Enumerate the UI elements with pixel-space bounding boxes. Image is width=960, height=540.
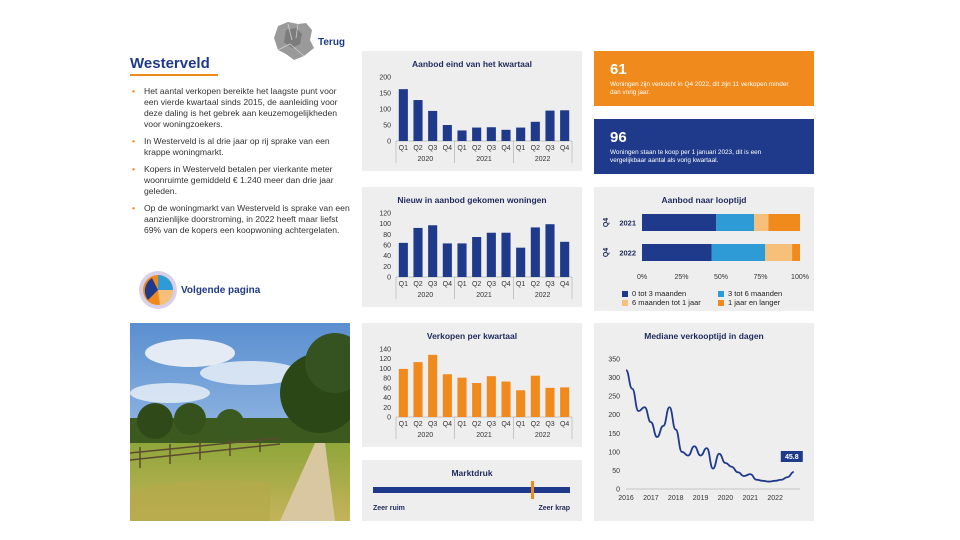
bar xyxy=(443,125,452,141)
group-label: 2022 xyxy=(534,156,551,163)
bar xyxy=(487,127,496,141)
bar xyxy=(472,237,481,277)
kpi-text: Woningen staan te koop per 1 januari 2023, dit is een vergelijkbaar aantal als vorig kwartaal. xyxy=(610,149,762,164)
x-tick-label: Q3 xyxy=(486,145,497,152)
marktdruk-marker xyxy=(531,481,534,499)
title-underline xyxy=(130,74,218,76)
x-tick-label: 2018 xyxy=(667,495,684,502)
bar xyxy=(428,225,437,277)
bar xyxy=(501,130,510,141)
y-tick-label: 100 xyxy=(608,449,620,457)
y-tick-label: 300 xyxy=(608,375,620,383)
bar xyxy=(457,130,466,141)
category-label: 2021 xyxy=(619,218,636,228)
chart-verkooptijd xyxy=(594,323,814,521)
bar xyxy=(443,374,452,417)
group-label: 2021 xyxy=(476,156,492,163)
stack-segment xyxy=(642,244,712,261)
bullet-item: • In Westerveld is al drie jaar op rij sprake van een krappe woningmarkt. xyxy=(132,136,330,157)
x-tick-label: Q1 xyxy=(515,281,526,288)
bar xyxy=(399,243,408,277)
x-tick-label: Q3 xyxy=(486,281,497,288)
x-tick-label: Q1 xyxy=(398,421,409,428)
end-value-label: 45.8 xyxy=(784,453,799,461)
x-tick-label: 50% xyxy=(713,274,729,281)
chart-title: Aanbod eind van het kwartaal xyxy=(412,59,532,69)
legend-item: 1 jaar en langer xyxy=(718,298,780,307)
stack-segment xyxy=(768,214,800,231)
kpi-card-for-sale xyxy=(594,119,814,174)
x-tick-label: Q1 xyxy=(515,421,526,428)
x-tick-label: 2021 xyxy=(742,495,759,502)
x-tick-label: Q4 xyxy=(501,145,511,152)
chart-title: Verkopen per kwartaal xyxy=(426,331,518,341)
marktdruk-left-label: Zeer ruim xyxy=(373,505,405,512)
legend-item: 6 maanden tot 1 jaar xyxy=(622,298,701,307)
y-tick-label: 100 xyxy=(379,221,391,229)
series-line xyxy=(626,370,794,481)
x-tick-label: Q3 xyxy=(545,281,555,288)
y-tick-label: 60 xyxy=(383,242,391,250)
category-label: 2022 xyxy=(619,248,636,258)
bar xyxy=(516,128,525,141)
y-tick-label: 20 xyxy=(383,404,391,412)
x-tick-label: 2016 xyxy=(618,495,634,502)
chart-nieuw xyxy=(362,187,582,307)
x-tick-label: 2022 xyxy=(767,495,783,502)
panel-nieuw xyxy=(362,187,582,307)
x-tick-label: Q4 xyxy=(442,281,453,288)
bar xyxy=(501,233,510,277)
chart-title: Aanbod naar looptijd xyxy=(661,195,747,205)
stack-segment xyxy=(765,244,792,261)
stack-segment xyxy=(642,214,716,231)
bar xyxy=(428,111,437,141)
y-tick-label: 20 xyxy=(383,263,391,271)
y-tick-label: 0 xyxy=(387,138,391,146)
y-tick-label: 120 xyxy=(379,356,391,364)
y-tick-label: 140 xyxy=(379,346,391,354)
y-tick-label: 100 xyxy=(379,106,391,114)
y-tick-label: 150 xyxy=(608,430,620,438)
bar xyxy=(472,383,481,417)
panel-aanbod-looptijd xyxy=(594,187,814,311)
bar xyxy=(413,100,422,141)
category-prefix: Q4 xyxy=(603,217,610,228)
bar xyxy=(487,233,496,277)
y-tick-label: 150 xyxy=(379,90,391,98)
chart-verkopen xyxy=(362,323,582,447)
chart-aanbod xyxy=(362,51,582,171)
x-tick-label: Q3 xyxy=(545,421,555,428)
bar xyxy=(428,355,437,417)
x-tick-label: Q1 xyxy=(457,145,467,152)
x-tick-label: Q2 xyxy=(413,281,423,288)
x-tick-label: Q2 xyxy=(413,145,423,152)
x-tick-label: Q3 xyxy=(427,281,438,288)
group-label: 2021 xyxy=(476,432,492,439)
x-tick-label: Q2 xyxy=(471,281,482,288)
bar xyxy=(487,376,496,417)
y-tick-label: 350 xyxy=(608,356,620,364)
legend-item: 0 tot 3 maanden xyxy=(622,289,686,298)
bar xyxy=(560,387,569,417)
marktdruk-bar xyxy=(373,487,570,493)
stack-segment xyxy=(792,244,800,261)
x-tick-label: Q3 xyxy=(486,421,497,428)
bar xyxy=(545,224,554,277)
y-tick-label: 0 xyxy=(616,486,620,494)
panel-marktdruk xyxy=(362,460,582,521)
bullet-item: • Kopers in Westerveld betalen per vierkante meter woonruimte gemiddeld € 1.240 meer dan drie jaar geleden. xyxy=(132,164,334,196)
bar xyxy=(531,376,540,417)
chart-title: Nieuw in aanbod gekomen woningen xyxy=(397,195,547,205)
bullet-item: • Op de woningmarkt van Westerveld is sprake van een aanzienlijke doorstroming, in 2022 heeft maar liefst 69% van de kopers een koopwoning achtergelaten. xyxy=(132,203,350,235)
bar xyxy=(501,382,510,417)
bar xyxy=(545,111,554,141)
kpi-value: 96 xyxy=(610,129,627,146)
next-page-button[interactable] xyxy=(138,270,278,310)
bar xyxy=(457,243,466,277)
bar xyxy=(531,227,540,277)
x-tick-label: Q1 xyxy=(515,145,526,152)
x-tick-label: Q1 xyxy=(398,281,409,288)
x-tick-label: Q1 xyxy=(457,281,467,288)
y-tick-label: 0 xyxy=(387,274,391,282)
x-tick-label: Q3 xyxy=(427,145,438,152)
panel-aanbod xyxy=(362,51,582,171)
legend-item: 3 tot 6 maanden xyxy=(718,289,782,298)
x-tick-label: Q4 xyxy=(501,281,511,288)
x-tick-label: Q4 xyxy=(501,421,511,428)
bar xyxy=(472,128,481,141)
bullet-list xyxy=(130,86,352,242)
next-page-label: Volgende pagina xyxy=(181,285,261,296)
x-tick-label: Q1 xyxy=(457,421,467,428)
x-tick-label: Q2 xyxy=(530,281,541,288)
y-tick-label: 200 xyxy=(379,74,391,82)
x-tick-label: Q4 xyxy=(442,145,453,152)
bullet-item: • Het aantal verkopen bereikte het laagste punt voor een vierde kwartaal sinds 2015, de aanleiding voor deze daling is het gebrek aan keuzemogelijkheden voor woningzoekers. xyxy=(132,86,338,129)
group-label: 2022 xyxy=(534,432,551,439)
chart-aanbod-looptijd xyxy=(594,187,814,282)
x-tick-label: Q4 xyxy=(442,421,453,428)
x-tick-label: Q2 xyxy=(530,145,541,152)
y-tick-label: 120 xyxy=(379,210,391,218)
group-label: 2020 xyxy=(417,432,434,439)
page-title: Westerveld xyxy=(130,55,210,72)
y-tick-label: 40 xyxy=(383,395,391,403)
y-tick-label: 0 xyxy=(387,414,391,422)
y-tick-label: 250 xyxy=(608,393,620,401)
y-tick-label: 80 xyxy=(383,375,391,383)
bar xyxy=(457,378,466,417)
group-label: 2021 xyxy=(476,292,492,299)
x-tick-label: Q4 xyxy=(559,145,570,152)
bar xyxy=(560,110,569,141)
x-tick-label: 25% xyxy=(674,274,689,281)
x-tick-label: 0% xyxy=(636,274,648,281)
x-tick-label: Q1 xyxy=(398,145,409,152)
x-tick-label: Q2 xyxy=(530,421,541,428)
bar xyxy=(443,243,452,277)
y-tick-label: 50 xyxy=(383,122,391,130)
pie-chart-icon xyxy=(138,270,178,310)
x-tick-label: Q2 xyxy=(471,421,482,428)
stack-segment xyxy=(754,214,768,231)
kpi-card-sold xyxy=(594,51,814,106)
y-tick-label: 40 xyxy=(383,253,391,261)
bar xyxy=(545,388,554,417)
x-tick-label: Q2 xyxy=(471,145,482,152)
x-tick-label: 2020 xyxy=(717,495,734,502)
marktdruk-right-label: Zeer krap xyxy=(538,505,570,512)
x-tick-label: Q2 xyxy=(413,421,423,428)
x-tick-label: 100% xyxy=(791,274,809,281)
stack-segment xyxy=(716,214,754,231)
bar xyxy=(399,89,408,141)
bullet-text: Op de woningmarkt van Westerveld is sprake van een aanzienlijke doorstroming, in 2022 heeft maar liefst 69% van de kopers een koopwoning achtergelaten. xyxy=(144,203,350,235)
back-link[interactable]: Terug xyxy=(318,37,346,48)
region-map-icon xyxy=(272,20,316,62)
bullet-text: Het aantal verkopen bereikte het laagste punt voor een vierde kwartaal sinds 2015, de aanleiding voor deze daling is het gebrek aan keuzemogelijkheden voor woningzoekers. xyxy=(144,86,338,129)
landscape-photo xyxy=(130,323,350,521)
stack-segment xyxy=(712,244,766,261)
x-tick-label: Q3 xyxy=(545,145,555,152)
bar xyxy=(399,369,408,417)
x-tick-label: Q4 xyxy=(559,281,570,288)
bar xyxy=(413,228,422,277)
bar xyxy=(413,362,422,417)
y-tick-label: 100 xyxy=(379,365,391,373)
bar xyxy=(560,242,569,277)
bar xyxy=(516,248,525,277)
x-tick-label: 2019 xyxy=(692,495,709,502)
y-tick-label: 80 xyxy=(383,231,391,239)
bullet-text: Kopers in Westerveld betalen per vierkante meter woonruimte gemiddeld € 1.240 meer dan drie jaar geleden. xyxy=(144,164,334,196)
x-tick-label: Q4 xyxy=(559,421,570,428)
group-label: 2022 xyxy=(534,292,551,299)
bullet-text: In Westerveld is al drie jaar op rij sprake van een krappe woningmarkt. xyxy=(144,136,330,157)
panel-verkooptijd xyxy=(594,323,814,521)
panel-verkopen xyxy=(362,323,582,447)
group-label: 2020 xyxy=(417,156,434,163)
y-tick-label: 60 xyxy=(383,385,391,393)
bar xyxy=(531,122,540,141)
x-tick-label: 2017 xyxy=(643,495,659,502)
x-tick-label: 75% xyxy=(753,274,768,281)
kpi-value: 61 xyxy=(610,61,627,78)
y-tick-label: 200 xyxy=(608,412,620,420)
marktdruk-title: Marktdruk xyxy=(451,468,493,478)
group-label: 2020 xyxy=(417,292,434,299)
bar xyxy=(516,390,525,417)
chart-title: Mediane verkooptijd in dagen xyxy=(644,331,764,341)
category-prefix: Q4 xyxy=(603,247,610,258)
kpi-text: Woningen zijn verkocht in Q4 2022, dit zijn 11 verkopen minder dan vorig jaar. xyxy=(610,81,789,96)
x-tick-label: Q3 xyxy=(427,421,438,428)
y-tick-label: 50 xyxy=(612,467,620,475)
